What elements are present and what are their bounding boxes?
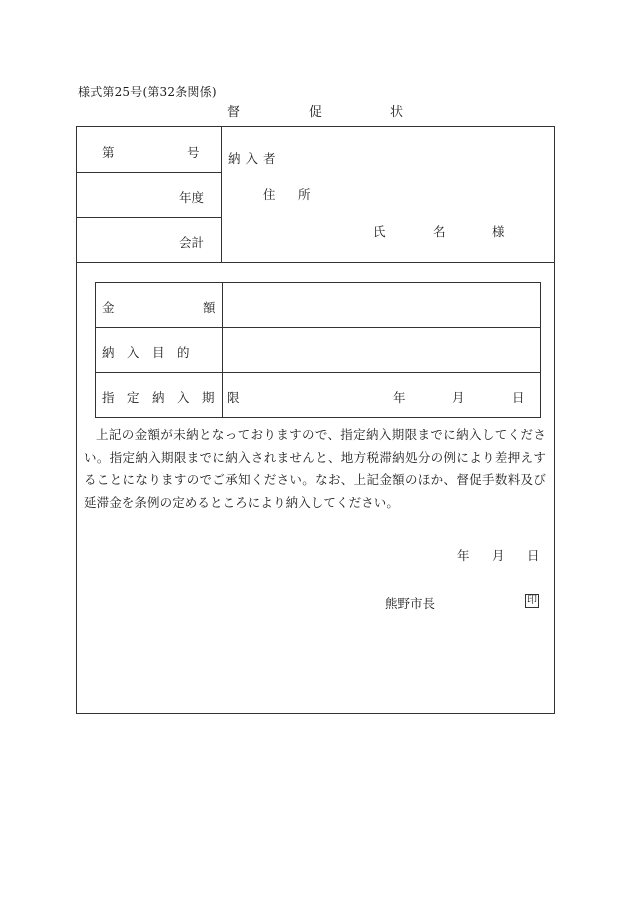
document-title bbox=[0, 101, 630, 121]
amount-table-row-divider-1 bbox=[96, 327, 540, 328]
number-suffix: 号 bbox=[187, 145, 200, 160]
address-label-char-2: 所 bbox=[298, 187, 311, 202]
deadline-day: 日 bbox=[512, 390, 525, 405]
seal-stamp-box: 印 bbox=[527, 595, 537, 606]
deadline-year: 年 bbox=[393, 390, 406, 405]
name-label-char-2: 名 bbox=[433, 224, 446, 239]
fiscal-year-label: 年度 bbox=[179, 190, 205, 205]
header-divider-vertical bbox=[221, 127, 222, 262]
title-char-3: 状 bbox=[390, 105, 406, 120]
address-label-char-1: 住 bbox=[263, 187, 276, 202]
amount-table-row-divider-2 bbox=[96, 372, 540, 373]
number-prefix: 第 bbox=[102, 145, 115, 160]
form-number-label: 様式第25号(第32条関係) bbox=[78, 85, 217, 99]
amount-table bbox=[95, 282, 541, 418]
header-row-divider-2 bbox=[77, 217, 221, 218]
header-bottom-divider bbox=[77, 262, 554, 263]
notice-body-text: 上記の金額が未納となっておりますので、指定納入期限までに納入してください。指定納入期限までに納入されませんと、地方税滞納処分の例により差押えすることになりますのでご承知ください。なお、上記金額のほか、督促手数料及び延滞金を条例の定めるところにより納入してください。 bbox=[84, 427, 546, 510]
header-row-divider-1 bbox=[77, 172, 221, 173]
amount-label-char-2: 額 bbox=[203, 300, 216, 315]
deadline-label: 指 定 納 入 期 限 bbox=[102, 390, 240, 405]
issue-date-year: 年 bbox=[457, 548, 470, 563]
purpose-label: 納 入 目 的 bbox=[102, 345, 190, 360]
account-label: 会計 bbox=[179, 235, 205, 250]
payer-label: 納入者 bbox=[228, 151, 281, 166]
name-label-char-1: 氏 bbox=[373, 224, 386, 239]
deadline-month: 月 bbox=[452, 390, 465, 405]
issue-date-day: 日 bbox=[527, 548, 540, 563]
amount-label-char-1: 金 bbox=[102, 300, 115, 315]
title-char-2: 促 bbox=[309, 105, 325, 120]
honorific-sama: 様 bbox=[492, 224, 505, 239]
issue-date-month: 月 bbox=[492, 548, 505, 563]
notice-form-frame bbox=[76, 126, 555, 714]
title-char-1: 督 bbox=[227, 105, 243, 120]
issuer-mayor: 熊野市長 bbox=[385, 596, 436, 611]
